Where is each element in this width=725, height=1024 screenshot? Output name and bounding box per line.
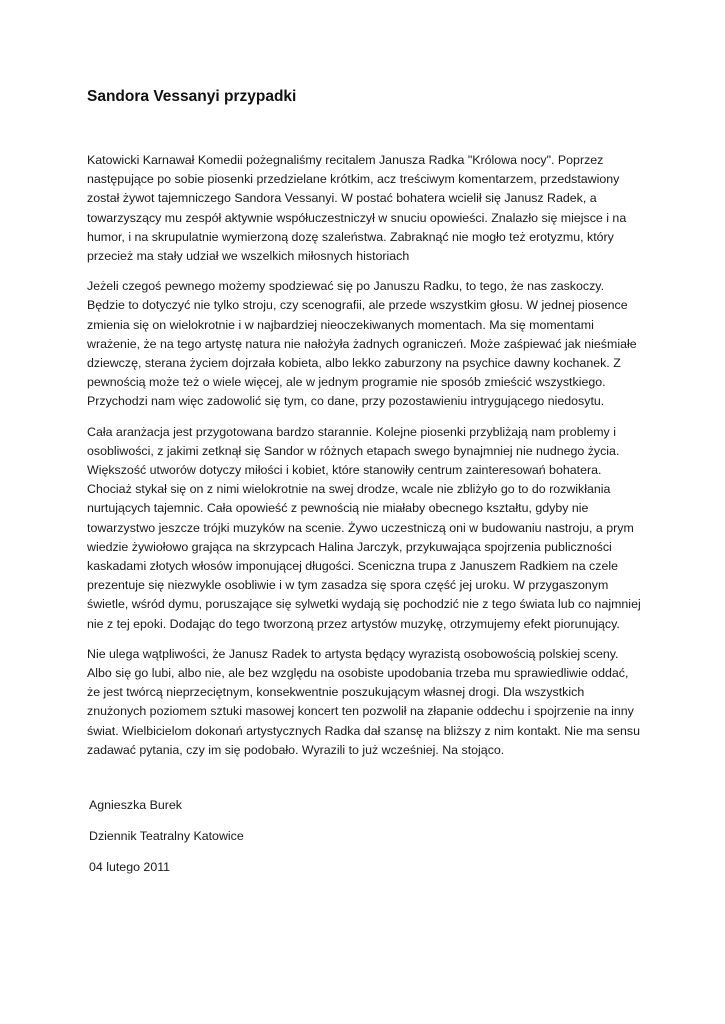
author-name: Agnieszka Burek	[89, 798, 182, 812]
publication-date: 04 lutego 2011	[89, 860, 171, 874]
article-paragraph: Jeżeli czegoś pewnego możemy spodziewać się po Januszu Radku, to tego, że nas zaskoczy. Będzie to dotyczyć nie tylko stroju, czy scenografii, ale przede wszystkim głosu. W jednej piosence zmienia się on wielokrotnie i w najbardziej nieoczekiwanych momentach. Ma się momentami wrażenie, że na tego artystę natura nie nałożyła żadnych ograniczeń. Może zaśpiewać jak nieśmiałe dziewczę, sterana życiem dojrzała kobieta, albo lekko zaburzony na psychice dawny kochanek. Z pewnością może też o wiele więcej, ale w jednym programie nie sposób zmieścić wszystkiego. Przychodzi nam więc zadowolić się tym, co dane, przy pozostawieniu intrygującego niedosytu.	[87, 279, 637, 409]
article-paragraph: Cała aranżacja jest przygotowana bardzo starannie. Kolejne piosenki przybliżają nam problemy i osobliwości, z jakimi zetknął się Sandor w różnych etapach swego bynajmniej nie nudnego życia. Większość utworów dotyczy miłości i kobiet, które stanowiły centrum zainteresowań bohatera. Chociaż stykał się on z nimi wielokrotnie na swej drodze, wcale nie zbliżyło go to do rozwikłania nurtujących tajemnic. Cała opowieść z pewnością nie miałaby obecnego kształtu, gdyby nie towarzystwo jeszcze trójki muzyków na scenie. Żywo uczestniczą oni w budowaniu nastroju, a prym wiedzie żywiołowo grająca na skrzypcach Halina Jarczyk, przykuwająca spojrzenia publiczności kaskadami złotych włosów imponującej długości. Sceniczna trupa z Januszem Radkiem na czele prezentuje się niezwykle osobliwie i w tym zasadza się spora część jej uroku. W przygaszonym świetle, wśród dymu, poruszające się sylwetki wydają się pochodzić nie z tego świata lub co najmniej nie z tej epoki. Dodając do tego tworzoną przez artystów muzykę, otrzymujemy efekt piorunujący.	[87, 424, 641, 631]
article-body	[87, 151, 642, 771]
article-paragraph: Nie ulega wątpliwości, że Janusz Radek to artysta będący wyrazistą osobowością polskiej sceny. Albo się go lubi, albo nie, ale bez względu na osobiste upodobania trzeba mu sprawiedliwie oddać, że jest twórcą nieprzeciętnym, konsekwentnie poszukującym własnej drogi. Dla wszystkich znużonych poziomem sztuki masowej koncert ten pozwolił na złapanie oddechu i spojrzenie na inny świat. Wielbicielom dokonań artystycznych Radka dał szansę na bliższy z nim kontakt. Nie ma sensu zadawać pytania, czy im się podobało. Wyrazili to już wcześniej. Na stojąco.	[87, 646, 640, 757]
publication-name: Dziennik Teatralny Katowice	[89, 829, 244, 843]
article-paragraph: Katowicki Karnawał Komedii pożegnaliśmy recitalem Janusza Radka "Królowa nocy". Poprzez następujące po sobie piosenki przedzielane krótkim, acz treściwym komentarzem, przedstawiony został żywot tajemniczego Sandora Vessanyi. W postać bohatera wcielił się Janusz Radek, a towarzyszący mu zespół aktywnie współuczestniczył w snuciu opowieści. Znalazło się miejsce i na humor, i na skrupulatnie wymierzoną dozę szaleństwa. Zabraknąć nie mogło też erotyzmu, który przecież ma stały udział we wszelkich miłosnych historiach	[87, 153, 627, 264]
article-title: Sandora Vessanyi przypadki	[87, 88, 297, 105]
article-signature	[89, 796, 489, 889]
